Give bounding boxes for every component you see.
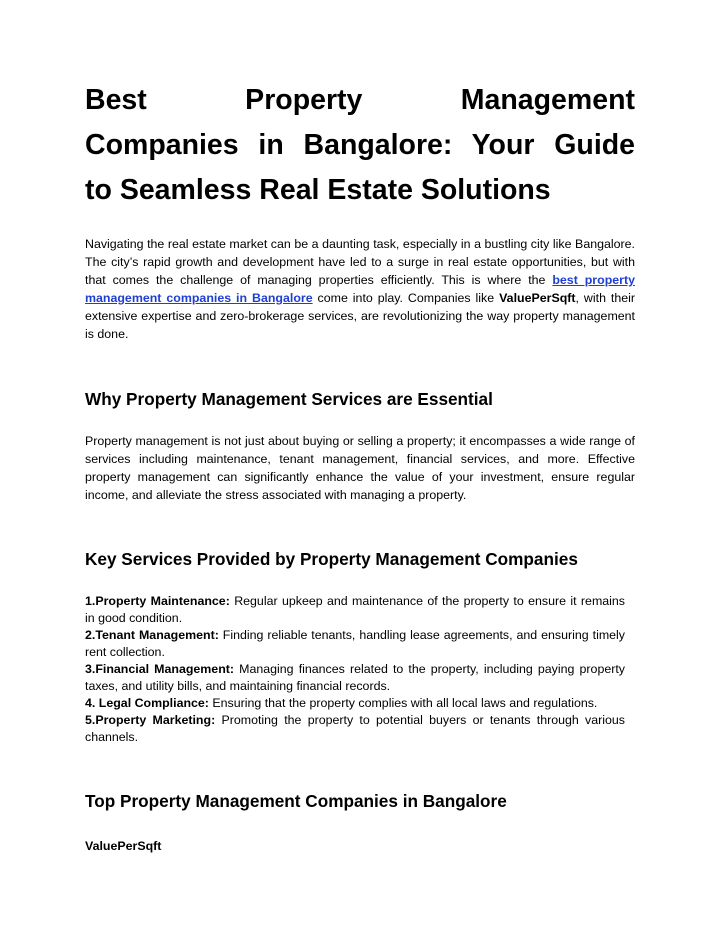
title-line: Companies in Bangalore: Your Guide — [85, 129, 635, 161]
service-title: 5.Property Marketing: — [85, 713, 216, 727]
service-title: 1.Property Maintenance: — [85, 594, 230, 608]
why-paragraph: Property management is not just about buying or selling a property; it encompasses a wide range of services including maintenance, tenant management, financial services, and more. Effective property management can significantly enhance the value of your investment, ensure regular income, and alleviate the stress associated with managing a property. — [85, 434, 635, 502]
service-text: Ensuring that the property complies with all local laws and regulations. — [208, 696, 598, 710]
section-heading-top-companies: Top Property Management Companies in Bangalore — [85, 791, 507, 811]
service-item — [85, 695, 625, 712]
section-heading-key-services: Key Services Provided by Property Management Companies — [85, 549, 578, 569]
service-text: Promoting the property to potential buyers or tenants through various channels. — [85, 713, 625, 744]
intro-text: , with their extensive expertise and zero-brokerage services, are revolutionizing the way property management is done. — [85, 291, 636, 341]
intro-text: Navigating the real estate market can be a daunting task, especially in a bustling city like Bangalore. The city’s rapid growth and development have led to a surge in real estate opportunities, but with that comes the challenge of managing properties efficiently. This is where the — [85, 237, 635, 287]
intro-paragraph — [85, 235, 635, 343]
brand-name: ValuePerSqft — [499, 291, 576, 305]
service-title: 3.Financial Management: — [85, 662, 235, 676]
service-title: 2.Tenant Management: — [85, 628, 219, 642]
services-list — [85, 593, 625, 746]
service-item — [85, 627, 625, 661]
service-item — [85, 661, 625, 695]
section-heading-why: Why Property Management Services are Essential — [85, 389, 493, 409]
service-text: Regular upkeep and maintenance of the property to ensure it remains in good condition. — [85, 594, 625, 625]
page-title — [85, 78, 635, 213]
service-title: 4. Legal Compliance: — [85, 696, 209, 710]
service-text: Finding reliable tenants, handling lease agreements, and ensuring timely rent collection. — [85, 628, 625, 659]
document-page — [85, 78, 635, 854]
intro-text: come into play. Companies like — [312, 291, 500, 305]
best-property-management-link[interactable]: best property management companies in Bangalore — [85, 273, 635, 305]
title-line: to Seamless Real Estate Solutions — [85, 174, 551, 206]
company-name: ValuePerSqft — [85, 839, 162, 853]
service-item — [85, 712, 625, 746]
service-item — [85, 593, 625, 627]
service-text: Managing finances related to the property, including paying property taxes, and utility bills, and maintaining financial records. — [85, 662, 625, 693]
title-line: Best Property Management — [85, 84, 635, 116]
